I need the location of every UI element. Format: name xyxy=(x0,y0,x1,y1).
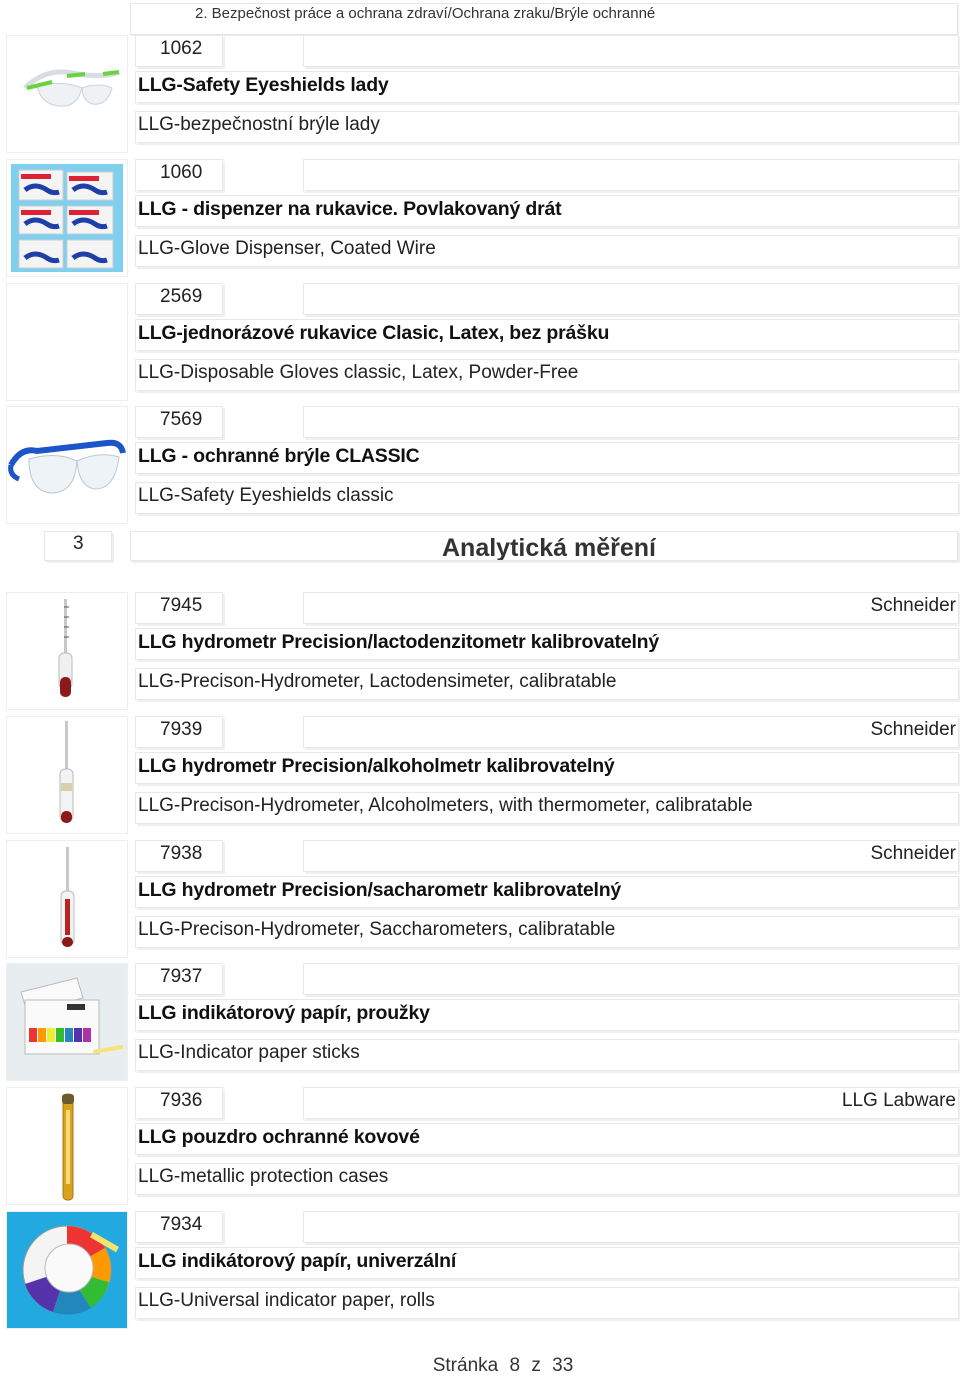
product-code: 2569 xyxy=(160,286,203,307)
product-subtitle: LLG-Universal indicator paper, rolls xyxy=(138,1290,435,1311)
metal-protection-case-image xyxy=(6,1087,128,1205)
section-title: Analytická měření xyxy=(442,534,656,560)
product-row xyxy=(0,1211,960,1335)
brand-cell xyxy=(303,406,959,438)
page-label: Stránka xyxy=(432,1355,499,1376)
brand-cell xyxy=(303,840,959,872)
product-title: LLG hydrometr Precision/lactodenzitometr kalibrovatelný xyxy=(138,631,660,653)
product-title: LLG-Safety Eyeshields lady xyxy=(138,74,389,96)
gloves-image-placeholder xyxy=(6,283,128,401)
product-brand: Schneider xyxy=(870,843,956,864)
product-code: 7945 xyxy=(160,595,203,616)
product-title: LLG indikátorový papír, univerzální xyxy=(138,1250,457,1272)
safety-glasses-lady-image xyxy=(6,35,128,153)
brand-cell xyxy=(303,592,959,624)
product-subtitle: LLG-Indicator paper sticks xyxy=(138,1042,360,1063)
product-code: 7934 xyxy=(160,1214,203,1235)
product-row xyxy=(0,592,960,716)
product-code: 7569 xyxy=(160,409,203,430)
page-footer xyxy=(0,1355,960,1377)
brand-cell xyxy=(303,716,959,748)
brand-cell xyxy=(303,1211,959,1243)
product-brand: Schneider xyxy=(870,595,956,616)
product-row xyxy=(0,159,960,283)
section-number: 3 xyxy=(73,533,84,554)
product-subtitle: LLG-Safety Eyeshields classic xyxy=(138,485,394,506)
universal-indicator-roll-image xyxy=(6,1211,128,1329)
product-title: LLG hydrometr Precision/sacharometr kalibrovatelný xyxy=(138,879,622,901)
product-subtitle: LLG-Precison-Hydrometer, Saccharometers, calibratable xyxy=(138,919,616,940)
product-code: 7939 xyxy=(160,719,203,740)
product-title: LLG indikátorový papír, proužky xyxy=(138,1002,430,1024)
brand-cell xyxy=(303,35,959,67)
page-total: 33 xyxy=(552,1355,574,1376)
page-number-text xyxy=(433,1355,574,1376)
hydrometer-lactodensimeter-image xyxy=(6,592,128,710)
brand-cell xyxy=(303,159,959,191)
product-row xyxy=(0,283,960,407)
product-title: LLG pouzdro ochranné kovové xyxy=(138,1126,420,1148)
product-brand: LLG Labware xyxy=(841,1090,956,1111)
product-title: LLG - dispenzer na rukavice. Povlakovaný drát xyxy=(138,198,562,220)
product-code: 1060 xyxy=(160,162,203,183)
product-code: 7938 xyxy=(160,843,203,864)
brand-cell xyxy=(303,283,959,315)
breadcrumb: 2. Bezpečnost práce a ochrana zdraví/Ochrana zraku/Brýle ochranné xyxy=(195,5,656,22)
page-current: 8 xyxy=(509,1355,521,1376)
indicator-paper-sticks-image xyxy=(6,963,128,1081)
hydrometer-saccharometer-image xyxy=(6,840,128,958)
product-title: LLG hydrometr Precision/alkoholmetr kalibrovatelný xyxy=(138,755,615,777)
product-code: 7937 xyxy=(160,966,203,987)
glove-dispenser-image xyxy=(6,159,128,277)
page-of: z xyxy=(531,1355,541,1376)
product-brand: Schneider xyxy=(870,719,956,740)
product-title: LLG - ochranné brýle CLASSIC xyxy=(138,445,420,467)
product-row xyxy=(0,1087,960,1211)
product-row xyxy=(0,716,960,840)
brand-cell xyxy=(303,963,959,995)
product-code: 1062 xyxy=(160,38,203,59)
safety-glasses-classic-image xyxy=(6,406,128,524)
product-row xyxy=(0,406,960,530)
product-subtitle: LLG-Glove Dispenser, Coated Wire xyxy=(138,238,436,259)
product-subtitle: LLG-Precison-Hydrometer, Alcoholmeters, with thermometer, calibratable xyxy=(138,795,753,816)
product-row xyxy=(0,35,960,159)
product-row xyxy=(0,963,960,1087)
product-subtitle: LLG-Precison-Hydrometer, Lactodensimeter, calibratable xyxy=(138,671,617,692)
product-subtitle: LLG-Disposable Gloves classic, Latex, Powder-Free xyxy=(138,362,579,383)
product-subtitle: LLG-bezpečnostní brýle lady xyxy=(138,114,380,135)
hydrometer-alcoholmeter-image xyxy=(6,716,128,834)
product-subtitle: LLG-metallic protection cases xyxy=(138,1166,389,1187)
product-row xyxy=(0,840,960,964)
product-code: 7936 xyxy=(160,1090,203,1111)
product-title: LLG-jednorázové rukavice Clasic, Latex, bez prášku xyxy=(138,322,610,344)
